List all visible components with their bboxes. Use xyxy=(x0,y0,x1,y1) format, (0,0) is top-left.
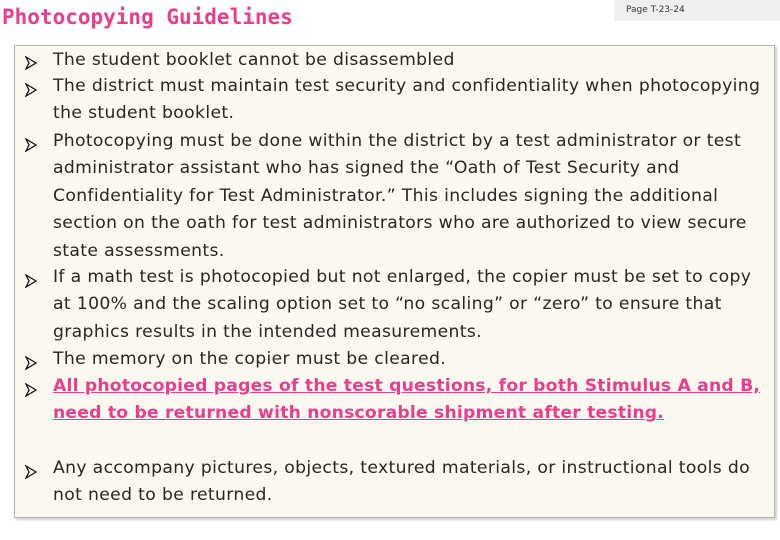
list-item-text: The memory on the copier must be cleared. xyxy=(53,349,447,369)
list-item-text: The student booklet cannot be disassembled xyxy=(53,50,455,70)
arrow-bullet-icon xyxy=(24,274,38,288)
list-item-text: Any accompany pictures, objects, textured materials, or instructional tools do not need to be returned. xyxy=(53,458,750,506)
arrow-bullet-icon xyxy=(24,138,38,152)
list-item-text: The district must maintain test security and confidentiality when photocopying the student booklet. xyxy=(53,76,761,124)
arrow-bullet-icon xyxy=(24,383,38,397)
list-item-text: Photocopying must be done within the district by a test administrator or test administrator assistant who has signed the “Oath of Test Security and Confidentiality for Test Administrator.” This includes signing the additional section on the oath for test administrators who are authorized to view secure state assessments. xyxy=(53,131,747,261)
arrow-bullet-icon xyxy=(24,465,38,479)
page-title: Photocopying Guidelines xyxy=(2,5,293,29)
list-item-text-emphasis: All photocopied pages of the test questions, for both Stimulus A and B, need to be returned with nonscorable shipment after testing. xyxy=(53,376,761,424)
arrow-bullet-icon xyxy=(24,83,38,97)
page-label: Page T-23-24 xyxy=(626,5,685,15)
arrow-bullet-icon xyxy=(24,356,38,370)
arrow-bullet-icon xyxy=(24,56,38,70)
list-item-text: If a math test is photocopied but not enlarged, the copier must be set to copy at 100% and the scaling option set to “no scaling” or “zero” to ensure that graphics results in the intended measurements. xyxy=(53,267,752,342)
